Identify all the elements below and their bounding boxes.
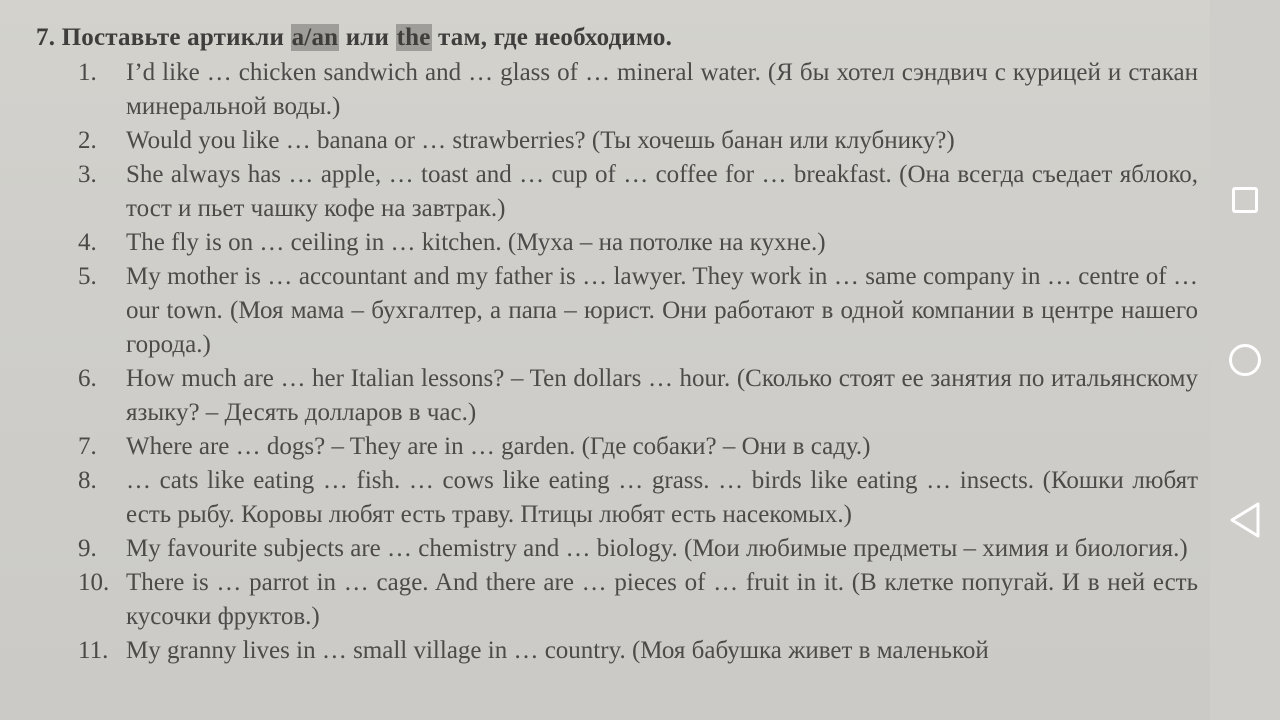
item-number: 4. <box>78 229 97 256</box>
square-icon <box>1232 187 1258 213</box>
list-item <box>78 430 1198 464</box>
item-number: 9. <box>78 535 97 562</box>
item-text: Where are … dogs? – They are in … garden. (Где собаки? – Они в саду.) <box>126 433 871 460</box>
list-item <box>78 634 1198 668</box>
list-item <box>78 124 1198 158</box>
heading-text-or: или <box>345 24 390 51</box>
item-text: My granny lives in … small village in … country. (Моя бабушка живет в маленькой <box>126 637 989 664</box>
triangle-back-icon <box>1228 500 1262 540</box>
heading-text-end: там, где необходимо. <box>437 24 673 51</box>
list-item <box>78 566 1198 634</box>
item-number: 11. <box>78 637 109 664</box>
highlighted-article-a-an: a/an <box>291 24 339 51</box>
item-number: 7. <box>78 433 97 460</box>
item-number: 5. <box>78 263 97 290</box>
list-item <box>78 56 1198 124</box>
item-number: 6. <box>78 365 97 392</box>
back-button[interactable] <box>1210 490 1280 550</box>
item-number: 3. <box>78 161 97 188</box>
exercise-heading <box>36 24 672 52</box>
item-number: 10. <box>78 569 110 596</box>
item-text: … cats like eating … fish. … cows like eating … grass. … birds like eating … insects. (Кошки любят есть рыбу. Коровы любят есть траву. Птицы любят есть насекомых.) <box>126 467 1198 528</box>
android-navigation-bar <box>1210 0 1280 720</box>
exercise-list <box>78 56 1198 668</box>
item-number: 8. <box>78 467 97 494</box>
list-item <box>78 362 1198 430</box>
item-number: 1. <box>78 59 97 86</box>
highlighted-article-the: the <box>396 24 431 51</box>
item-text: There is … parrot in … cage. And there are … pieces of … fruit in it. (В клетке попугай. И в ней есть кусочки фруктов.) <box>126 569 1198 630</box>
exercise-number: 7. <box>36 24 56 51</box>
item-text: My mother is … accountant and my father is … lawyer. They work in … same company in … centre of … our town. (Моя мама – бухгалтер, а папа – юрист. Они работают в одной компании в центре нашего города.) <box>126 263 1198 358</box>
item-text: She always has … apple, … toast and … cup of … coffee for … breakfast. (Она всегда съедает яблоко, тост и пьет чашку кофе на завтрак.) <box>126 161 1198 222</box>
circle-icon <box>1229 344 1261 376</box>
list-item <box>78 464 1198 532</box>
recent-apps-button[interactable] <box>1210 170 1280 230</box>
item-number: 2. <box>78 127 97 154</box>
item-text: Would you like … banana or … strawberries? (Ты хочешь банан или клубнику?) <box>126 127 955 154</box>
item-text: How much are … her Italian lessons? – Ten dollars … hour. (Сколько стоят ее занятия по итальянскому языку? – Десять долларов в час.) <box>126 365 1198 426</box>
item-text: I’d like … chicken sandwich and … glass of … mineral water. (Я бы хотел сэндвич с курицей и стакан минеральной воды.) <box>126 59 1198 120</box>
heading-text-start: Поставьте артикли <box>61 24 285 51</box>
home-button[interactable] <box>1210 330 1280 390</box>
item-text: My favourite subjects are … chemistry and … biology. (Мои любимые предметы – химия и биология.) <box>126 535 1188 562</box>
list-item <box>78 260 1198 362</box>
item-text: The fly is on … ceiling in … kitchen. (Муха – на потолке на кухне.) <box>126 229 826 256</box>
list-item <box>78 532 1198 566</box>
list-item <box>78 158 1198 226</box>
list-item <box>78 226 1198 260</box>
